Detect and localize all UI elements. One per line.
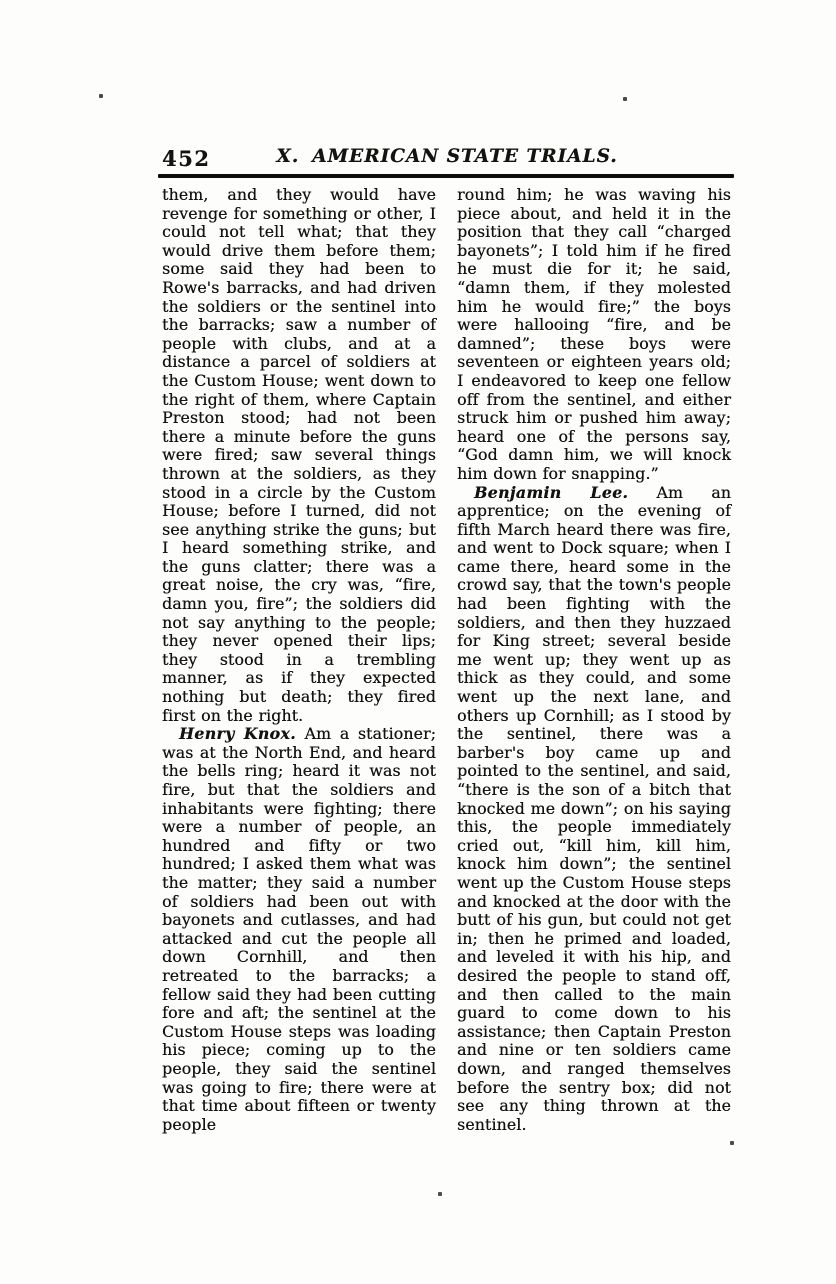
running-head bbox=[162, 144, 732, 167]
testimony-continuation bbox=[162, 186, 436, 725]
testimony-continuation bbox=[457, 186, 731, 484]
page-header bbox=[162, 144, 732, 172]
witness-name-henry-knox: Henry Knox. bbox=[179, 724, 296, 744]
running-title: AMERICAN STATE TRIALS. bbox=[312, 146, 618, 167]
scan-speck bbox=[623, 97, 627, 101]
right-column bbox=[457, 186, 731, 1134]
left-column bbox=[162, 186, 436, 1134]
scan-speck bbox=[730, 1141, 734, 1145]
testimony-paragraph-henry-knox bbox=[162, 725, 436, 1134]
testimony-text: Am a stationer; was at the North End, and heard the bells ring; heard it was not fire, but that the soldiers and inhabitants were fighting; there were a number of people, an hundred and fifty or two hundred; I asked them what was the matter; they said a number of soldiers had been out with bayonets and cutlasses, and had attacked and cut the people all down Cornhill, and then retreated to the barracks; a fellow said they had been cutting fore and aft; the sentinel at the Custom House steps was loading his piece; coming up to the people, they said the sentinel was going to fire; there were at that time about fifteen or twenty people bbox=[162, 724, 437, 1134]
scan-speck bbox=[438, 1192, 442, 1196]
testimony-paragraph-benjamin-lee bbox=[457, 484, 731, 1135]
page-number: 452 bbox=[162, 146, 211, 171]
testimony-text: Am an apprentice; on the evening of fifth March heard there was fire, and went to Dock square; when I came there, heard some in the crowd say, that the town's people had been fighting with the soldiers, and then they huzzaed for King street; several beside me went up; they went up as thick as they could, and some went up the next lane, and others up Cornhill; as I stood by the sentinel, there was a barber's boy came up and pointed to the sentinel, and said, “there is the son of a bitch that knocked me down”; on his saying this, the people immediately cried out, “kill him, kill him, knock him down”; the sentinel went up the Custom House steps and knocked at the door with the butt of his gun, but could not get in; then he primed and loaded, and leveled it with his hip, and desired the people to stand off, and then called to the main guard to come down to his assistance; then Captain Preston and nine or ten soldiers came down, and ranged themselves before the sentry box; did not see any thing thrown at the sentinel. bbox=[457, 482, 731, 1134]
page-body bbox=[162, 186, 732, 1134]
witness-name-benjamin-lee: Benjamin Lee. bbox=[474, 482, 629, 502]
header-rule bbox=[158, 174, 734, 178]
chapter-number: X. bbox=[276, 146, 300, 167]
testimony-text: them, and they would have revenge for something or other, I could not tell what; that they would drive them before them; some said they had been to Rowe's barracks, and had driven the soldiers or the sentinel into the barracks; saw a number of people with clubs, and at a distance a parcel of soldiers at the Custom House; went down to the right of them, where Captain Preston stood; had not been there a minute before the guns were fired; saw several things thrown at the soldiers, as they stood in a circle by the Custom House; before I turned, did not see anything strike the guns; but I heard something strike, and the guns clatter; there was a great noise, the cry was, “fire, damn you, fire”; the soldiers did not say anything to the people; they never opened their lips; they stood in a trembling manner, as if they expected nothing but death; they fired first on the right. bbox=[162, 185, 436, 725]
testimony-text: round him; he was waving his piece about, and held it in the position that they call “charged bayonets”; I told him if he fired he must die for it; he said, “damn them, if they molested him he would fire;” the boys were hallooing “fire, and be damned”; these boys were seventeen or eighteen years old; I endeavored to keep one fellow off from the sentinel, and either struck him or pushed him away; heard one of the persons say, “God damn him, we will knock him down for snapping.” bbox=[457, 185, 731, 483]
scan-speck bbox=[99, 94, 103, 98]
